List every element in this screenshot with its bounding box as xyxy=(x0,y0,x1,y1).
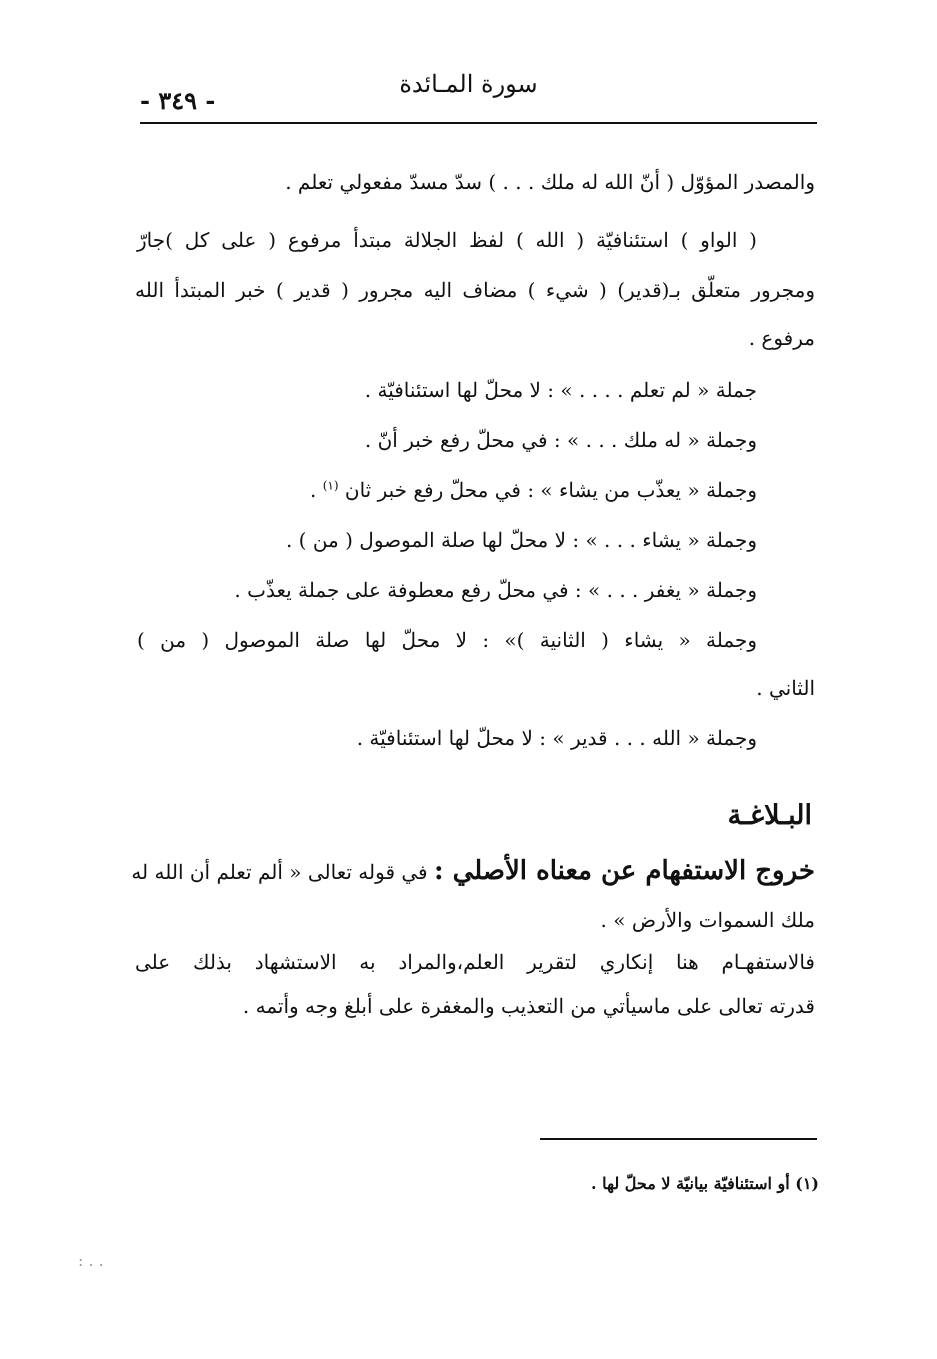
footnote-ref: (١) xyxy=(322,478,339,493)
body-line-2: ( الواو ) استئنافيّة ( الله ) لفظ الجلالة مبتدأ مرفوع ( على كل )جارّ xyxy=(137,228,757,252)
balagha-line-3: فالاستفهـام هنا إنكاري لتقرير العلم،والمراد به الاستشهاد بذلك على xyxy=(135,950,815,974)
body-line-12: وجملة « الله . . . قدير » : لا محلّ لها استئنافيّة . xyxy=(356,726,757,750)
surah-title: سورة المـائدة xyxy=(399,70,538,98)
header-rule xyxy=(140,122,817,124)
page-number: - ٣٤٩ - xyxy=(140,86,216,115)
footnote-rule xyxy=(540,1138,817,1140)
body-line-11: الثاني . xyxy=(756,676,815,700)
balagha-line-4: قدرته تعالى على ماسيأتي من التعذيب والمغفرة على أبلغ وجه وأتمه . xyxy=(242,994,815,1018)
body-line-5: جملة « لم تعلم . . . . » : لا محلّ لها استئنافيّة . xyxy=(364,378,757,402)
line-end-dot: . xyxy=(309,478,317,502)
margin-marks: : . . xyxy=(78,1251,104,1270)
body-line-7 xyxy=(137,478,757,502)
balagha-heading: البـلاغـة xyxy=(727,800,812,831)
body-line-8: وجملة « يشاء . . . » : لا محلّ لها صلة الموصول ( من ) . xyxy=(285,528,757,552)
body-line-4: مرفوع . xyxy=(748,326,815,350)
body-line-1: والمصدر المؤوّل ( أنّ الله له ملك . . . ) سدّ مسدّ مفعولي تعلم . xyxy=(285,170,815,194)
body-line-7-text: وجملة « يعذّب من يشاء » : في محلّ رفع خبر ثان xyxy=(344,478,757,502)
body-line-3: ومجرور متعلّق بـ(قدير) ( شيء ) مضاف اليه مجرور ( قدير ) خبر المبتدأ الله xyxy=(135,278,815,302)
footnote-text: (١) أو استئنافيّة بيانيّة لا محلّ لها . xyxy=(590,1174,819,1193)
balagha-line-1-rest: في قوله تعالى « ألم تعلم أن الله له xyxy=(131,860,428,884)
body-line-6: وجملة « له ملك . . . » : في محلّ رفع خبر أنّ . xyxy=(364,428,757,452)
balagha-line-2: ملك السموات والأرض » . xyxy=(600,908,815,932)
balagha-lead: خروج الاستفهام عن معناه الأصلي : xyxy=(433,856,815,886)
body-line-9: وجملة « يغفر . . . » : في محلّ رفع معطوفة على جملة يعذّب . xyxy=(234,578,757,602)
balagha-line-1 xyxy=(131,856,815,886)
body-line-10: وجملة « يشاء ( الثانية )» : لا محلّ لها صلة الموصول ( من ) xyxy=(137,628,757,652)
